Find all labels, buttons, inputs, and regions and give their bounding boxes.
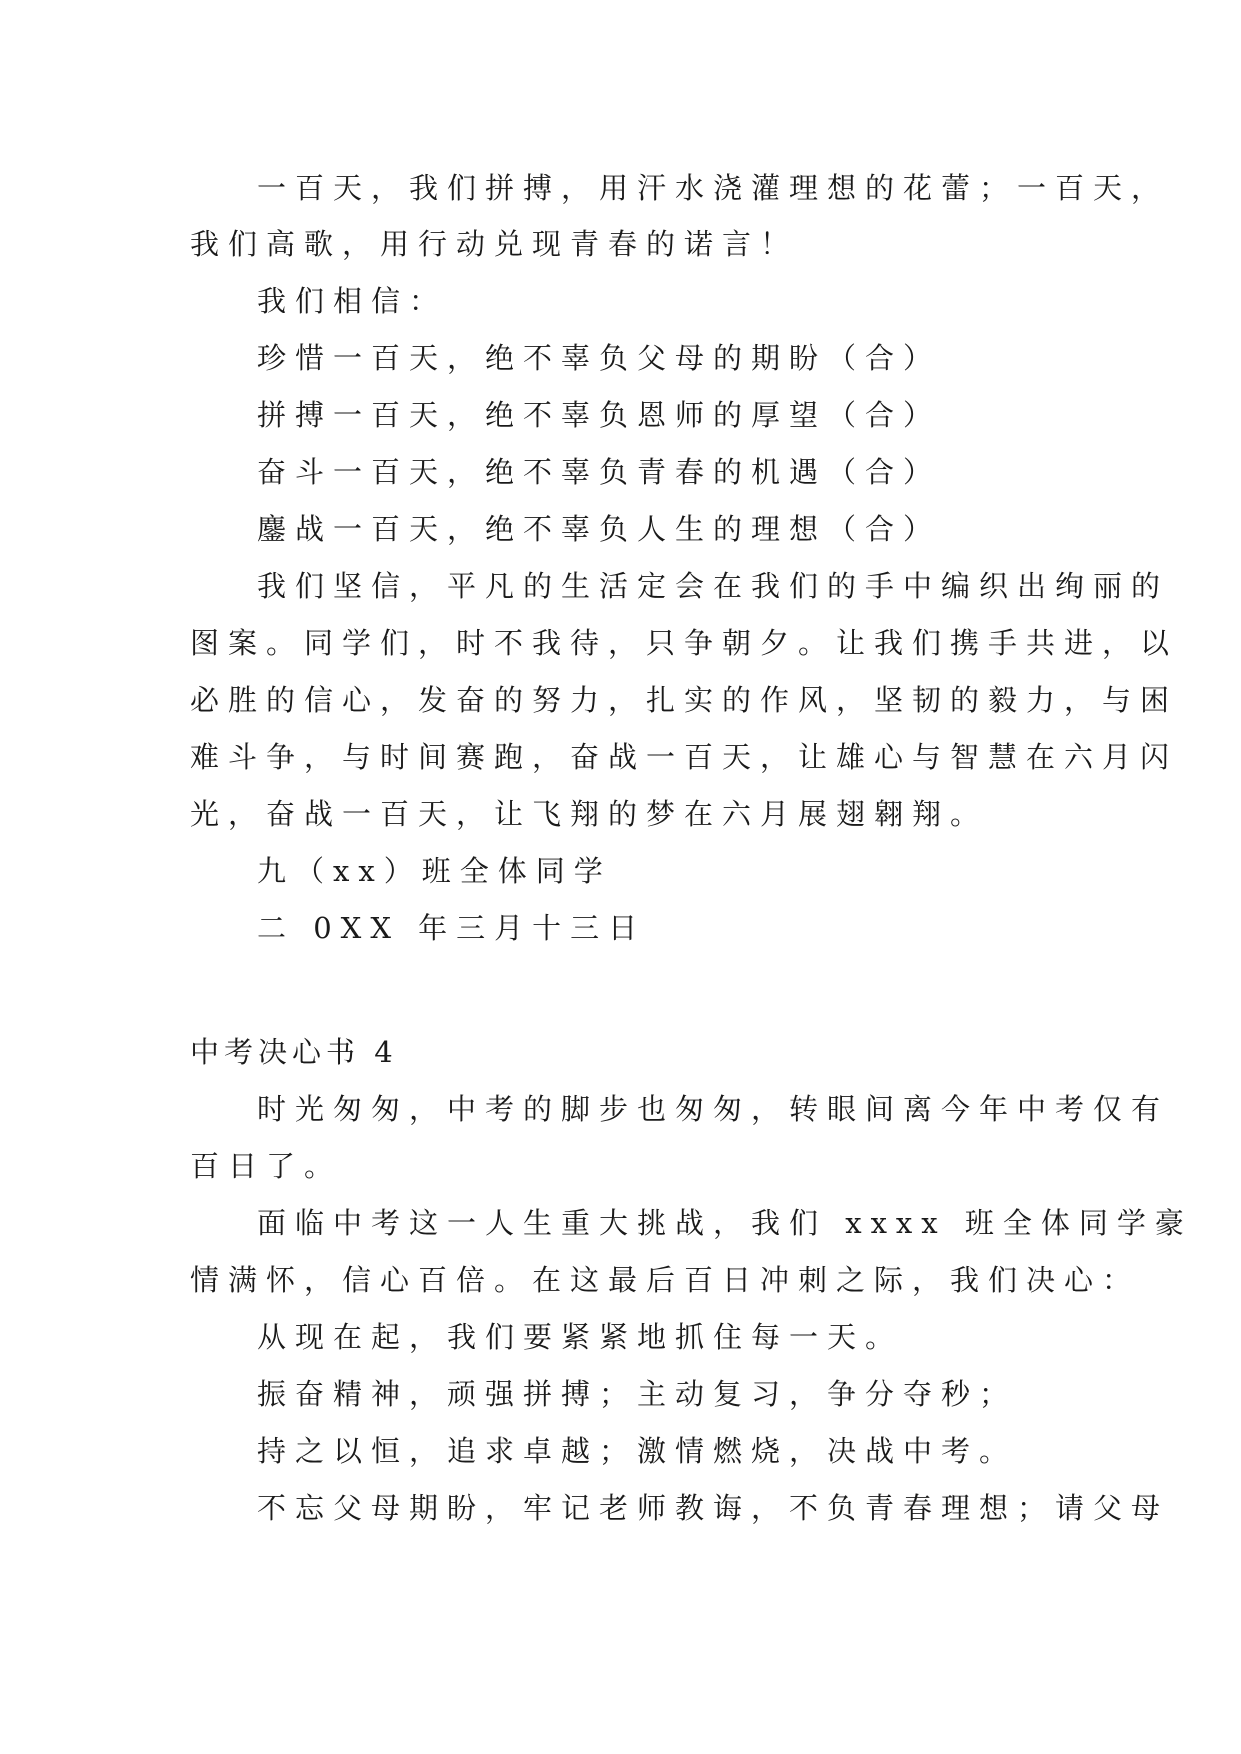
paragraph-line: 光，奋战一百天，让飞翔的梦在六月展翅翱翔。 [190, 797, 989, 831]
paragraph-line: 一百天，我们拼搏，用汗水浇灌理想的花蕾；一百天， [257, 171, 1170, 205]
paragraph-line: 从现在起，我们要紧紧地抓住每一天。 [257, 1320, 904, 1354]
paragraph-line: 我们相信： [257, 284, 448, 318]
paragraph-line: 我们高歌，用行动兑现青春的诺言！ [190, 227, 799, 261]
paragraph-line: 鏖战一百天，绝不辜负人生的理想（合） [257, 512, 942, 546]
paragraph-line: 时光匆匆，中考的脚步也匆匆，转眼间离今年中考仅有 [257, 1092, 1170, 1126]
paragraph-line: 不忘父母期盼，牢记老师教诲，不负青春理想；请父母 [257, 1491, 1170, 1525]
date-line: 二 0XX 年三月十三日 [257, 911, 647, 945]
paragraph-line: 百日了。 [190, 1149, 343, 1183]
paragraph-line: 必胜的信心，发奋的努力，扎实的作风，坚韧的毅力，与困 [190, 683, 1179, 717]
paragraph-line: 珍惜一百天，绝不辜负父母的期盼（合） [257, 341, 942, 375]
paragraph-line: 奋斗一百天，绝不辜负青春的机遇（合） [257, 455, 942, 489]
paragraph-line: 我们坚信，平凡的生活定会在我们的手中编织出绚丽的 [257, 569, 1170, 603]
signature-line: 九（xx）班全体同学 [257, 854, 612, 888]
paragraph-line: 拼搏一百天，绝不辜负恩师的厚望（合） [257, 398, 942, 432]
paragraph-line: 面临中考这一人生重大挑战，我们 xxxx 班全体同学豪 [257, 1206, 1193, 1240]
section-heading: 中考决心书 4 [190, 1035, 398, 1069]
paragraph-line: 难斗争，与时间赛跑，奋战一百天，让雄心与智慧在六月闪 [190, 740, 1179, 774]
paragraph-line: 情满怀，信心百倍。在这最后百日冲刺之际，我们决心： [190, 1263, 1141, 1297]
paragraph-line: 振奋精神，顽强拼搏；主动复习，争分夺秒； [257, 1377, 1018, 1411]
paragraph-line: 持之以恒，追求卓越；激情燃烧，决战中考。 [257, 1434, 1018, 1468]
paragraph-line: 图案。同学们，时不我待，只争朝夕。让我们携手共进，以 [190, 626, 1179, 660]
